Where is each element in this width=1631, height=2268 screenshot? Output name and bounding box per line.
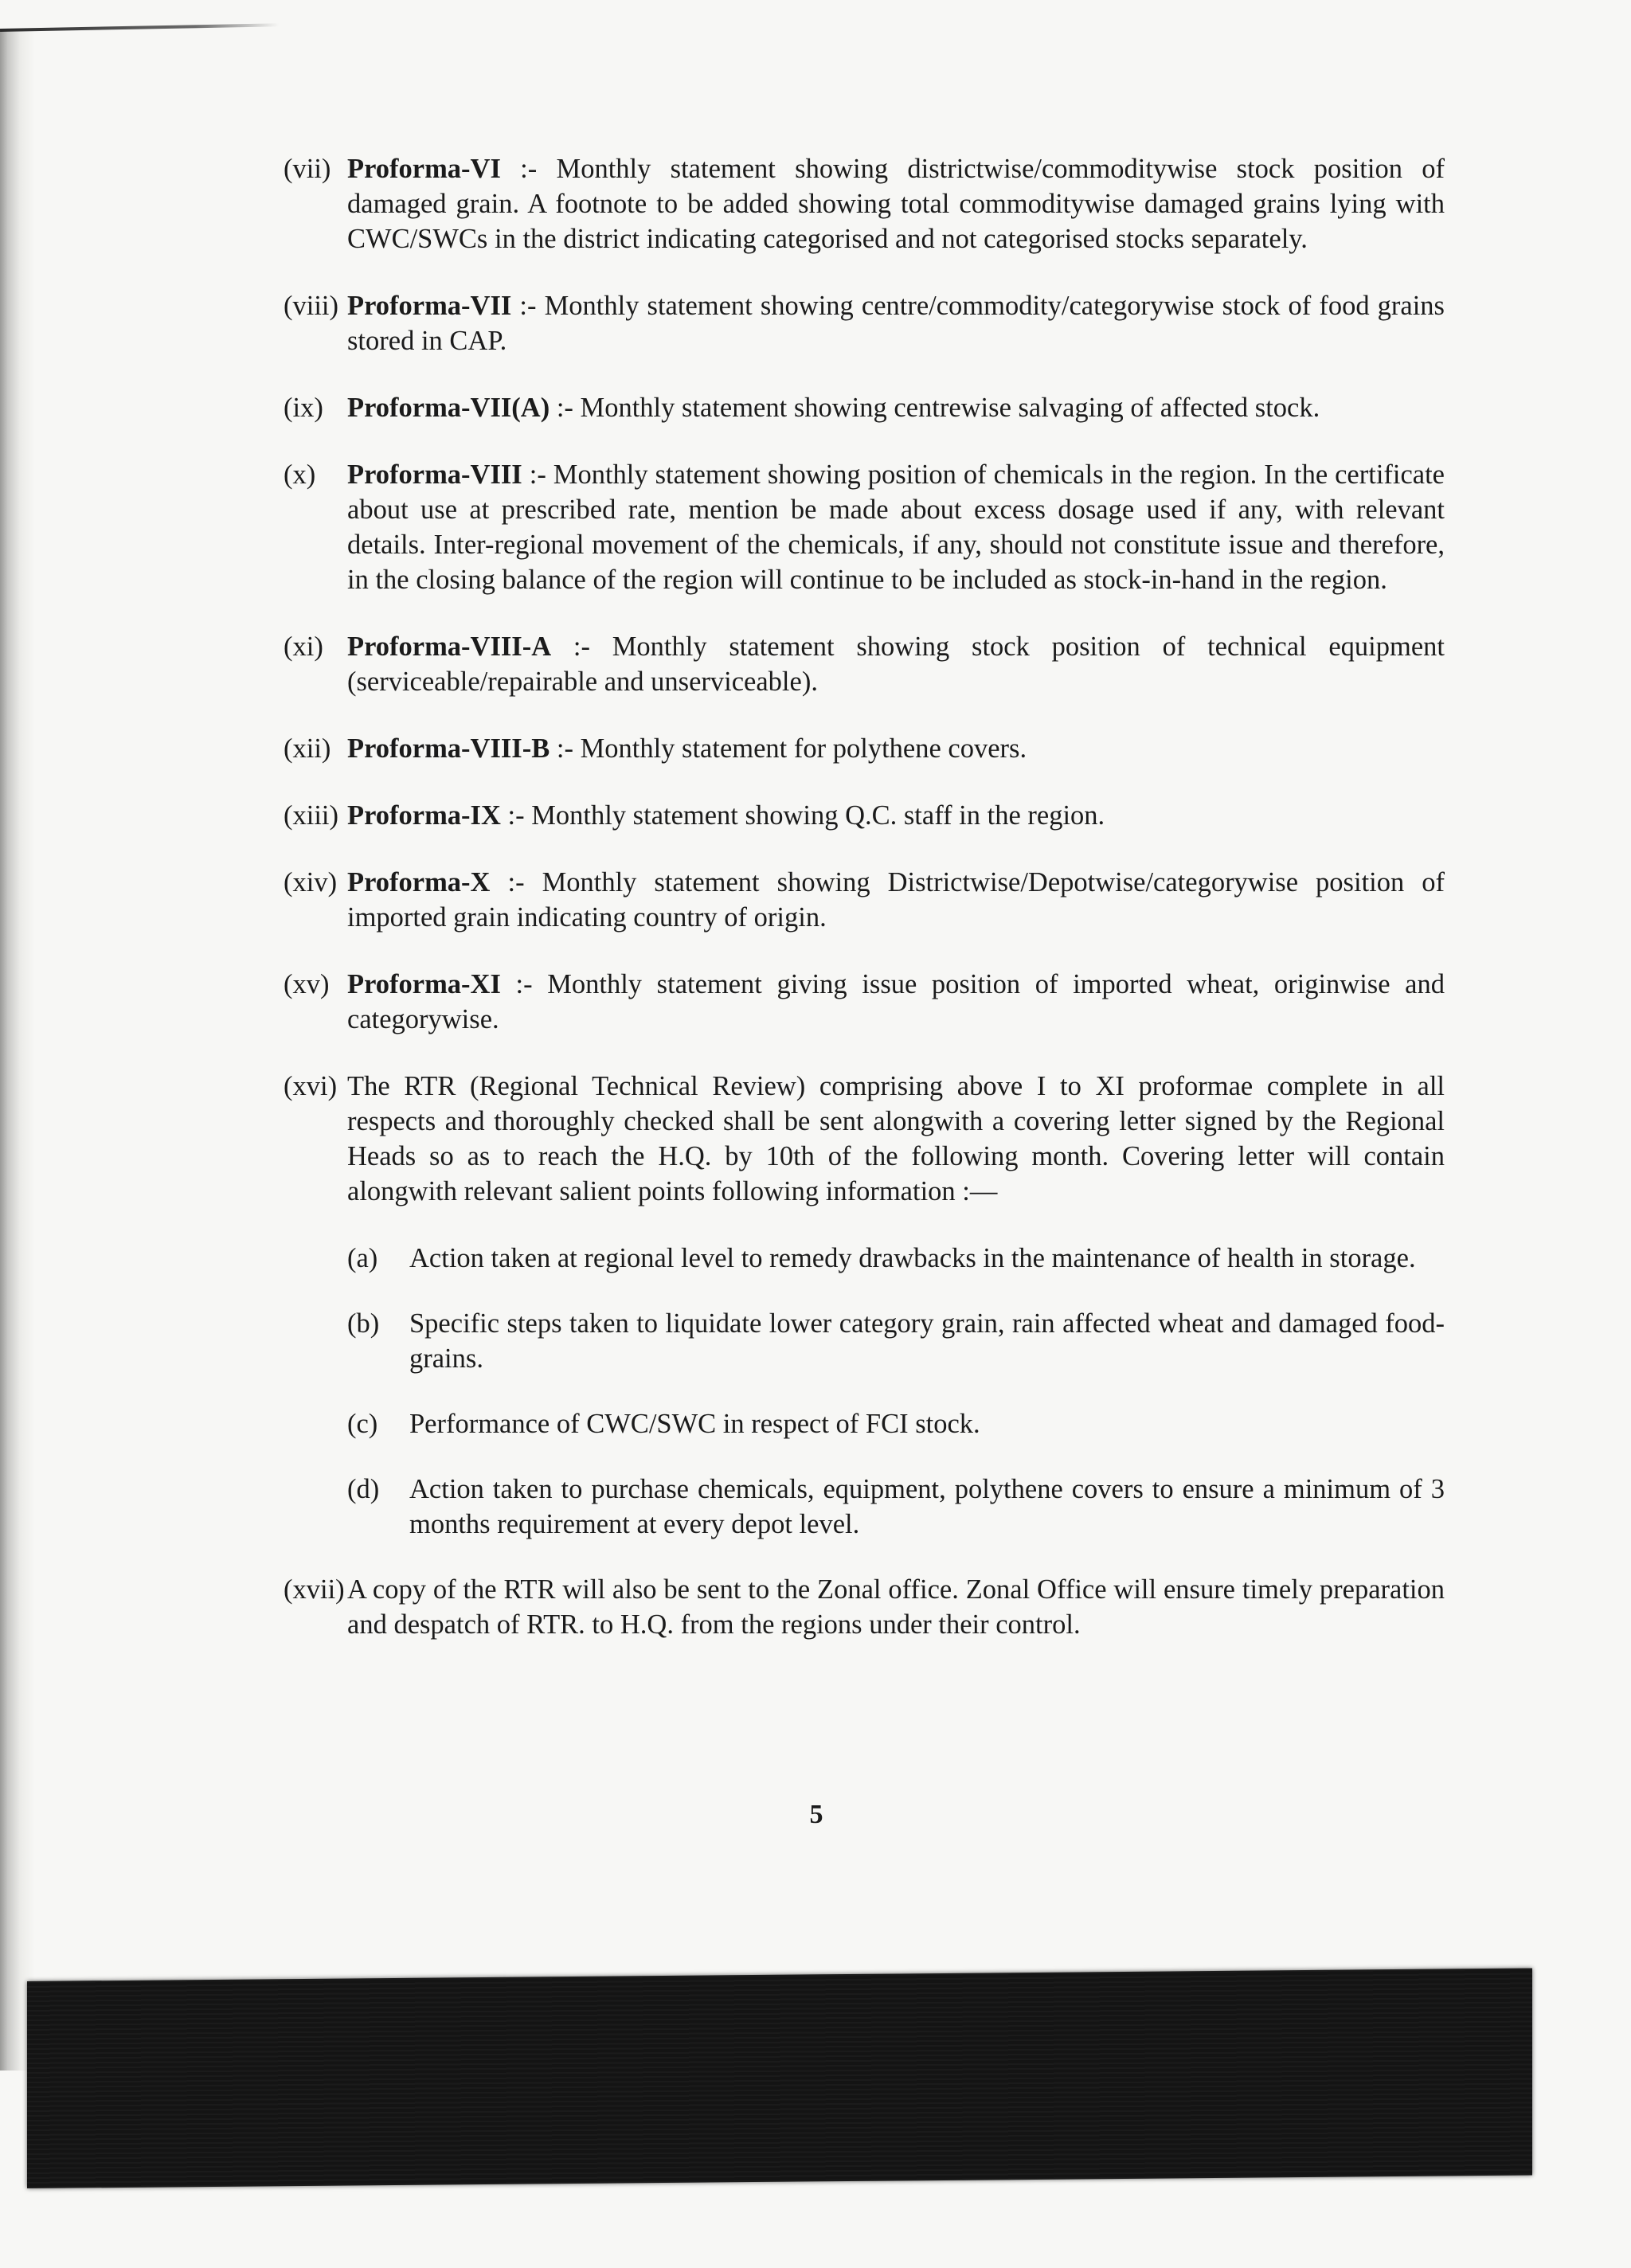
list-item — [284, 865, 1445, 935]
sub-item — [284, 1306, 1445, 1376]
proforma-title: Proforma-X — [347, 867, 491, 897]
item-text: A copy of the RTR will also be sent to the Zonal office. Zonal Office will ensure timely preparation and despatch of RTR. to H.Q. from the regions under their control. — [347, 1574, 1445, 1640]
item-number: (xi) — [284, 632, 323, 662]
proforma-title: Proforma-VI — [347, 154, 501, 184]
proforma-title: Proforma-VIII-B — [347, 733, 550, 764]
sub-item-text: Action taken to purchase chemicals, equipment, polythene covers to ensure a minimum of 3 months requirement at every depot level. — [409, 1474, 1445, 1539]
proforma-title: Proforma-XI — [347, 969, 501, 999]
item-number: (xv) — [284, 969, 330, 999]
item-text: :- Monthly statement showing Q.C. staff in the region. — [500, 800, 1105, 831]
list-item — [284, 967, 1445, 1037]
sub-item — [284, 1406, 1445, 1441]
list-item — [284, 798, 1445, 833]
sub-item-letter: (d) — [347, 1474, 380, 1504]
item-number: (xii) — [284, 733, 331, 764]
sub-item-text: Performance of CWC/SWC in respect of FCI stock. — [409, 1409, 980, 1439]
list-item — [284, 731, 1445, 766]
item-text: :- Monthly statement showing position of chemicals in the region. In the certificate about use at prescribed rate, mention be made about excess dosage used if any, with relevant details. Inter-regional movement of the chemicals, if any, should not constitute issue and therefore, in the closing balance of the region will continue to be included as stock-in-hand in the region. — [347, 459, 1445, 595]
item-text: :- Monthly statement showing centrewise salvaging of affected stock. — [550, 393, 1320, 423]
sub-item-letter: (a) — [347, 1243, 378, 1273]
scan-dark-band — [27, 1969, 1532, 2188]
item-text: :- Monthly statement for polythene covers. — [550, 733, 1027, 764]
list-item — [284, 629, 1445, 699]
proforma-title: Proforma-IX — [347, 800, 501, 831]
item-number: (viii) — [284, 291, 338, 321]
item-text: The RTR (Regional Technical Review) comprising above I to XI proformae complete in all respects and thoroughly checked shall be sent alongwith a covering letter signed by the Regional Heads so as to reach the H.Q. by 10th of the following month. Covering letter will contain alongwith relevant salient points following information :— — [347, 1071, 1445, 1206]
page-number: 5 — [809, 1800, 823, 1829]
item-number: (xvii) — [284, 1574, 345, 1605]
item-number: (vii) — [284, 154, 331, 184]
item-text: :- Monthly statement showing Districtwise/Depotwise/categorywise position of imported grain indicating country of origin. — [347, 867, 1445, 933]
item-text: :- Monthly statement showing districtwise/commoditywise stock position of damaged grain. A footnote to be added showing total commoditywise damaged grains lying with CWC/SWCs in the district indicating categorised and not categorised stocks separately. — [347, 154, 1445, 254]
sub-item-text: Action taken at regional level to remedy drawbacks in the maintenance of health in storage. — [409, 1243, 1416, 1273]
item-number: (xiii) — [284, 800, 338, 831]
item-number: (xvi) — [284, 1071, 338, 1101]
item-number: (ix) — [284, 393, 323, 423]
proforma-title: Proforma-VIII — [347, 459, 522, 490]
list-item — [284, 288, 1445, 358]
scan-binding-edge — [0, 32, 35, 2071]
sub-item-text: Specific steps taken to liquidate lower category grain, rain affected wheat and damaged food-grains. — [409, 1308, 1445, 1374]
proforma-title: Proforma-VII — [347, 291, 512, 321]
proforma-title: Proforma-VII(A) — [347, 393, 550, 423]
item-number: (xiv) — [284, 867, 338, 897]
scan-top-mark — [0, 23, 279, 32]
sub-item-letter: (b) — [347, 1308, 380, 1339]
proforma-title: Proforma-VIII-A — [347, 632, 552, 662]
list-item — [284, 457, 1445, 597]
item-text: :- Monthly statement giving issue position of imported wheat, originwise and categorywise. — [347, 969, 1445, 1034]
item-text: :- Monthly statement showing stock position of technical equipment (serviceable/repairable and unserviceable). — [347, 632, 1445, 697]
document-body — [284, 151, 1445, 1674]
list-item-rtr — [284, 1069, 1445, 1209]
sub-item — [284, 1472, 1445, 1542]
sub-item-letter: (c) — [347, 1409, 378, 1439]
sub-item — [284, 1241, 1445, 1276]
list-item-zonal — [284, 1572, 1445, 1642]
list-item — [284, 390, 1445, 425]
item-text: :- Monthly statement showing centre/commodity/categorywise stock of food grains stored in CAP. — [347, 291, 1445, 356]
list-item — [284, 151, 1445, 256]
item-number: (x) — [284, 459, 316, 490]
